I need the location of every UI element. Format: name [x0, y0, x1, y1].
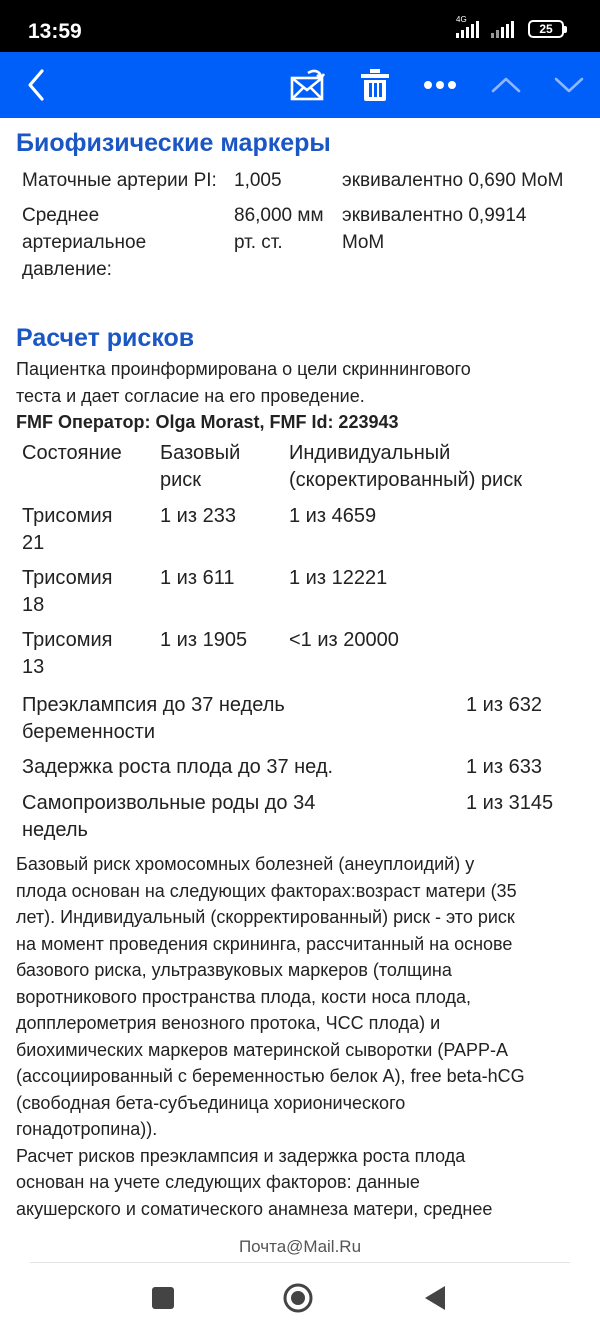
- table-cell-value: 1 из 3145: [466, 792, 554, 814]
- status-icons: [456, 15, 564, 38]
- explanation-text: Базовый риск хромосомных болезней (анеуплоидий) у плода основан на следующих факторах:возраст матери (35 лет). Индивидуальный (скорректированный) риск - это риск на момент проведения скрининга, рассчитанный на основе базового риска, ультразвуковых маркеров (толщина воротникового пространства плода, кости носа плода, допплерометрия венозного протока, ЧСС плода) и биохимических маркеров материнской сыворотки (PAPP-A (ассоциированный с беременностью белок A), free beta-hCG (свободная бета-субъединица хорионического гонадотропина)). Расчет рисков преэклампсия и задержка роста плода основан на учете следующих факторов: данные акушерского и соматического анамнеза матери, среднее: [16, 854, 525, 1219]
- status-time: 13:59: [28, 20, 82, 43]
- operator-line: FMF Оператор: Olga Morast, FMF Id: 223943: [16, 412, 399, 432]
- footer-divider: [30, 1262, 570, 1263]
- col-header-base: Базовый риск: [160, 442, 241, 491]
- next-button[interactable]: [541, 52, 597, 118]
- mark-unread-button[interactable]: [280, 52, 336, 118]
- previous-button[interactable]: [478, 52, 534, 118]
- down-icon: [554, 76, 584, 94]
- home-icon: [282, 1282, 314, 1314]
- table-row-name: Задержка роста плода до 37 нед.: [22, 756, 334, 778]
- table-cell-base: 1 из 1905: [160, 629, 248, 651]
- email-body: [0, 118, 600, 1230]
- table-cell-value: 1 из 633: [466, 756, 542, 778]
- signal-icon-2: [491, 20, 514, 38]
- marker-label: Среднее артериальное давление:: [22, 205, 147, 280]
- signal-icon: [456, 15, 479, 38]
- table-cell-individual: 1 из 12221: [289, 567, 388, 589]
- table-cell-individual: <1 из 20000: [289, 629, 399, 651]
- back-button[interactable]: [8, 52, 64, 118]
- mark-unread-icon: [290, 69, 326, 101]
- col-header-condition: Состояние: [22, 442, 122, 464]
- marker-mom: эквивалентно 0,690 MoM: [342, 170, 564, 191]
- consent-text: Пациентка проинформирована о цели скриннингового теста и дает согласие на его проведение.: [16, 359, 471, 406]
- marker-value: 1,005: [234, 170, 282, 191]
- table-row-name: Трисомия 13: [22, 629, 113, 678]
- table-row-name: Преэклампсия до 37 недель беременности: [22, 694, 285, 743]
- recents-icon: [151, 1286, 175, 1310]
- status-bar: [0, 0, 600, 52]
- battery-icon: [528, 20, 564, 38]
- battery-level: 25: [539, 22, 553, 36]
- table-row-name: Самопроизвольные роды до 34 недель: [22, 792, 316, 841]
- markers-heading: Биофизические маркеры: [16, 129, 331, 157]
- system-nav-bar: [0, 1266, 600, 1332]
- up-icon: [491, 76, 521, 94]
- marker-value: 86,000 мм рт. ст.: [234, 205, 324, 253]
- system-back-button[interactable]: [410, 1278, 460, 1318]
- table-cell-base: 1 из 611: [160, 567, 235, 589]
- back-nav-icon: [423, 1285, 447, 1311]
- col-header-individual: Индивидуальный (скоректированный) риск: [289, 442, 522, 491]
- marker-label: Маточные артерии PI:: [22, 170, 217, 191]
- trash-icon: [360, 68, 390, 102]
- table-cell-base: 1 из 233: [160, 505, 236, 527]
- more-icon: [423, 80, 457, 90]
- table-cell-individual: 1 из 4659: [289, 505, 377, 527]
- footer-brand: Почта@Mail.Ru: [238, 1237, 362, 1256]
- more-button[interactable]: [412, 52, 468, 118]
- risk-heading: Расчет рисков: [16, 324, 195, 352]
- home-button[interactable]: [273, 1278, 323, 1318]
- toolbar: [0, 52, 600, 118]
- network-type: 4G: [456, 15, 467, 24]
- table-row-name: Трисомия 21: [22, 505, 113, 554]
- table-cell-value: 1 из 632: [466, 694, 542, 716]
- table-row-name: Трисомия 18: [22, 567, 113, 616]
- recents-button[interactable]: [138, 1278, 188, 1318]
- delete-button[interactable]: [347, 52, 403, 118]
- marker-mom: эквивалентно 0,9914 MoM: [342, 205, 527, 253]
- back-icon: [26, 68, 46, 102]
